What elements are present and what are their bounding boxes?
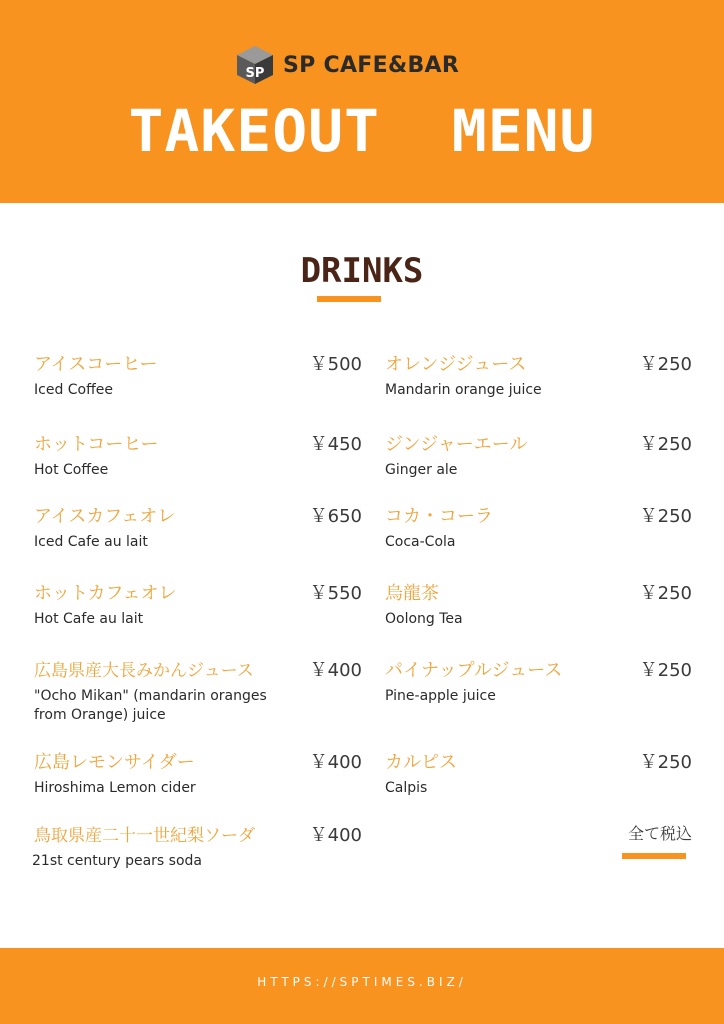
item-price: ￥250 — [639, 752, 692, 773]
item-name-en: Hiroshima Lemon cider — [34, 780, 196, 796]
item-name-en: Iced Coffee — [34, 382, 113, 398]
item-price: ￥250 — [639, 354, 692, 375]
menu-item — [34, 581, 362, 637]
item-name-en: Oolong Tea — [385, 611, 463, 627]
menu-item — [385, 581, 692, 637]
item-name-en: Coca-Cola — [385, 534, 456, 550]
menu-item — [34, 750, 362, 806]
item-name-jp: アイスコーヒー — [34, 354, 158, 375]
item-name-jp: パイナップルジュース — [385, 660, 563, 681]
menu-item — [385, 750, 692, 806]
item-name-en: Calpis — [385, 780, 428, 796]
menu-item — [385, 658, 692, 714]
page-title: TAKEOUT MENU — [128, 97, 596, 165]
menu-item — [385, 432, 692, 488]
item-name-en: Mandarin orange juice — [385, 382, 542, 398]
item-name-jp: アイスカフェオレ — [34, 506, 176, 527]
item-price: ￥250 — [639, 506, 692, 527]
menu-item — [34, 658, 362, 723]
item-name-en: "Ocho Mikan" (mandarin oranges from Orange) juice — [34, 688, 267, 723]
item-name-jp: 鳥取県産二十一世紀梨ソーダ — [34, 826, 255, 846]
item-name-en: Pine-apple juice — [385, 688, 496, 704]
menu-item — [34, 823, 362, 879]
item-name-jp: 烏龍茶 — [385, 583, 439, 604]
item-price: ￥400 — [309, 752, 362, 773]
item-name-jp: 広島レモンサイダー — [34, 752, 195, 773]
item-price: ￥400 — [309, 825, 362, 846]
item-name-jp: コカ・コーラ — [385, 506, 493, 527]
item-price: ￥250 — [639, 583, 692, 604]
item-price: ￥250 — [639, 660, 692, 681]
footer-banner — [0, 948, 724, 1024]
item-price: ￥550 — [309, 583, 362, 604]
item-name-jp: 広島県産大長みかんジュース — [34, 661, 254, 681]
menu-item — [34, 352, 362, 408]
item-price: ￥400 — [309, 660, 362, 681]
tax-included-note: 全て税込 — [627, 824, 692, 843]
item-name-jp: ホットカフェオレ — [34, 583, 177, 604]
brand-logo — [235, 44, 459, 86]
section-title: DRINKS — [300, 251, 424, 291]
item-name-jp: ジンジャーエール — [385, 434, 528, 455]
menu-item — [34, 504, 362, 560]
item-name-jp: ホットコーヒー — [34, 434, 159, 455]
menu-item — [385, 504, 692, 560]
item-name-en: Hot Cafe au lait — [34, 611, 144, 627]
menu-item — [34, 432, 362, 488]
item-name-en: 21st century pears soda — [32, 853, 202, 869]
menu-item — [385, 352, 692, 408]
section-underline — [317, 296, 381, 302]
item-name-jp: オレンジジュース — [385, 354, 527, 375]
brand-name: SP CAFE&BAR — [283, 52, 460, 78]
item-name-en: Hot Coffee — [34, 462, 109, 478]
footer-url-link[interactable]: HTTPS://SPTIMES.BIZ/ — [257, 975, 467, 989]
item-name-en: Ginger ale — [385, 462, 458, 478]
tax-note-underline — [622, 853, 686, 859]
item-price: ￥650 — [309, 506, 362, 527]
logo-letters: SP — [245, 66, 265, 81]
item-price: ￥500 — [309, 354, 362, 375]
cube-logo-icon — [235, 44, 275, 86]
item-name-jp: カルピス — [385, 752, 457, 773]
header-banner — [0, 0, 724, 203]
item-price: ￥250 — [639, 434, 692, 455]
item-name-en: Iced Cafe au lait — [34, 534, 148, 550]
item-price: ￥450 — [309, 434, 362, 455]
